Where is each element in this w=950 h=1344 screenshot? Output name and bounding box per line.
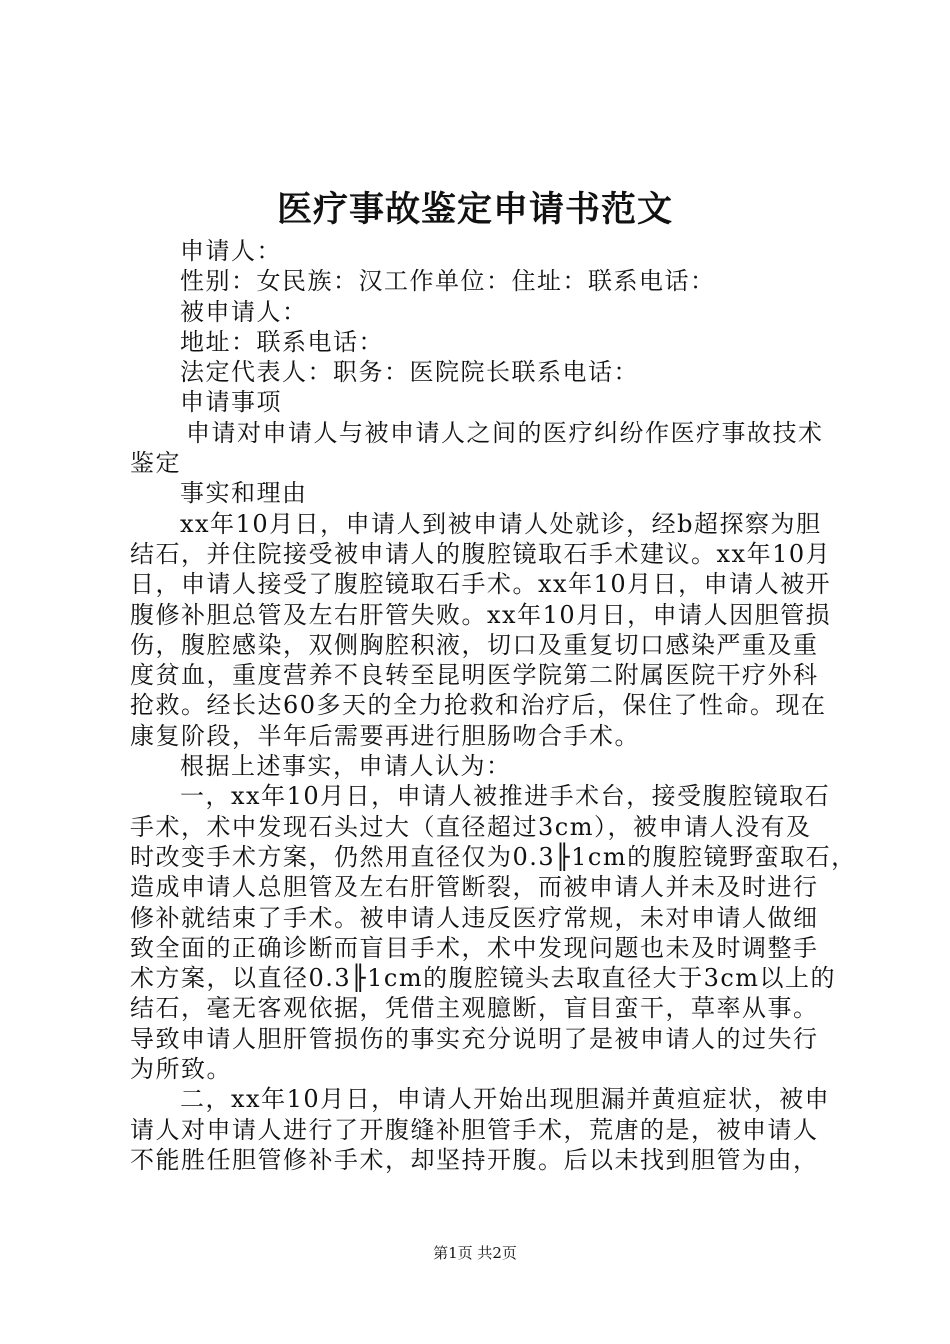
document-body <box>130 236 857 1175</box>
document-title: 医疗事故鉴定申请书范文 <box>276 189 673 230</box>
text-line: 性别：女民族：汉工作单位：住址：联系电话： <box>180 267 716 296</box>
text-line: 修补就结束了手术。被申请人违反医疗常规，未对申请人做细 <box>130 903 819 932</box>
text-line: 结石，并住院接受被申请人的腹腔镜取石手术建议。xx年10月 <box>130 539 832 568</box>
text-line: 申请事项 <box>180 388 282 417</box>
text-line: 腹修补胆总管及左右肝管失败。xx年10月日，申请人因胆管损 <box>130 600 832 629</box>
text-line: 康复阶段，半年后需要再进行胆肠吻合手术。 <box>130 721 640 750</box>
text-line: 一，xx年10月日，申请人被推进手术台，接受腹腔镜取石 <box>180 782 831 811</box>
page-footer: 第1页 共2页 <box>433 1244 517 1262</box>
text-line: 申请人： <box>180 237 282 265</box>
text-line: 抢救。经长达60多天的全力抢救和治疗后，保住了性命。现在 <box>130 691 827 720</box>
text-line: 鉴定 <box>130 449 181 478</box>
text-line: 时改变手术方案，仍然用直径仅为0.3╟1cm的腹腔镜野蛮取石， <box>130 842 857 871</box>
text-line: 术方案，以直径0.3╟1cm的腹腔镜头去取直径大于3cm以上的 <box>130 964 837 993</box>
text-line: 结石，毫无客观依据，凭借主观臆断，盲目蛮干，草率从事。 <box>130 994 819 1023</box>
text-line: 被申请人： <box>180 297 308 326</box>
text-line: 不能胜任胆管修补手术，却坚持开腹。后以未找到胆管为由， <box>130 1145 819 1174</box>
text-line: 导致申请人胆肝管损伤的事实充分说明了是被申请人的过失行 <box>130 1024 819 1053</box>
text-line: 日，申请人接受了腹腔镜取石手术。xx年10月日，申请人被开 <box>130 570 832 599</box>
text-line: 法定代表人：职务：医院院长联系电话： <box>180 358 639 387</box>
text-line: 地址：联系电话： <box>180 327 384 356</box>
text-line: 度贫血，重度营养不良转至昆明医学院第二附属医院干疗外科 <box>130 661 819 690</box>
text-line: 根据上述事实，申请人认为： <box>180 752 512 781</box>
text-line: 请人对申请人进行了开腹缝补胆管手术，荒唐的是，被申请人 <box>130 1115 819 1144</box>
text-line: 申请对申请人与被申请人之间的医疗纠纷作医疗事故技术 <box>186 418 824 447</box>
text-line: 手术，术中发现石头过大（直径超过3cm），被申请人没有及 <box>130 812 812 841</box>
text-line: 造成申请人总胆管及左右肝管断裂，而被申请人并未及时进行 <box>130 873 819 902</box>
text-line: 致全面的正确诊断而盲目手术，术中发现问题也未及时调整手 <box>130 933 819 962</box>
text-line: xx年10月日，申请人到被申请人处就诊，经b超探察为胆 <box>180 509 822 538</box>
text-line: 二，xx年10月日，申请人开始出现胆漏并黄疸症状，被申 <box>180 1085 831 1114</box>
text-line: 为所致。 <box>130 1055 232 1084</box>
text-line: 事实和理由 <box>180 479 308 508</box>
text-line: 伤，腹腔感染，双侧胸腔积液，切口及重复切口感染严重及重 <box>130 630 819 659</box>
